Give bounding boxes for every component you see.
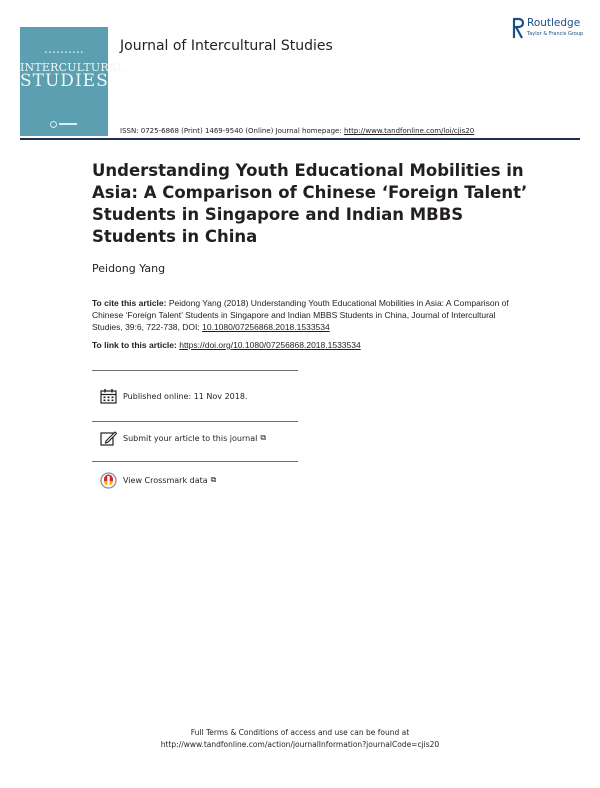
issn-text: ISSN: 0725-6868 (Print) 1469-9540 (Online) Journal homepage: <box>120 127 344 135</box>
publisher-subtitle: Taylor & Francis Group <box>527 31 584 37</box>
submit-article-row[interactable] <box>100 428 266 448</box>
submit-article-link[interactable]: Submit your article to this journal <box>123 433 258 443</box>
calendar-icon <box>100 388 117 404</box>
citation-block <box>92 297 512 333</box>
cover-title-line2: STUDIES <box>20 71 109 91</box>
journal-cover-image <box>20 27 125 136</box>
issn-line <box>120 127 474 135</box>
crossmark-row[interactable] <box>100 470 216 490</box>
divider-middle <box>92 421 298 422</box>
article-author: Peidong Yang <box>92 262 166 275</box>
cover-publisher-mark <box>50 121 78 127</box>
citation-doi-link[interactable]: 10.1080/07256868.2018.1533534 <box>202 322 330 332</box>
published-date: Published online: 11 Nov 2018. <box>123 391 248 401</box>
divider-top <box>92 370 298 371</box>
citation-label: To cite this article: <box>92 298 167 308</box>
link-label: To link to this article: <box>92 340 180 350</box>
article-title: Understanding Youth Educational Mobilities in Asia: A Comparison of Chinese ‘Foreign Talent’ Students in Singapore and Indian MBBS Students in China <box>92 161 528 246</box>
citation-text: Peidong Yang (2018) Understanding Youth Educational Mobilities in Asia: A Comparison of Chinese ‘Foreign Talent’ Students in Singapore and Indian MBBS Students in China, Journal of Intercultural Studies, 39:6, 722-738, DOI: <box>92 298 509 332</box>
published-row <box>100 386 247 406</box>
view-crossmark-link[interactable]: View Crossmark data <box>123 475 208 485</box>
crossmark-icon <box>100 472 117 489</box>
footer-terms-text: Full Terms & Conditions of access and use can be found at <box>190 728 410 737</box>
publisher-logo[interactable] <box>512 17 590 41</box>
header-divider <box>20 138 580 140</box>
article-doi-url[interactable]: https://doi.org/10.1080/07256868.2018.1533534 <box>179 340 361 350</box>
footer-terms-url[interactable]: http://www.tandfonline.com/action/journalInformation?journalCode=cjis20 <box>160 740 440 749</box>
external-link-icon: ⧉ <box>210 475 217 484</box>
cover-top-rule: ▪ ▪ ▪ ▪ ▪ ▪ ▪ ▪ ▪ ▪ <box>44 50 84 54</box>
journal-title[interactable]: Journal of Intercultural Studies <box>120 38 333 54</box>
divider-bottom <box>92 461 298 462</box>
footer <box>0 727 600 751</box>
external-link-icon: ⧉ <box>260 433 267 442</box>
journal-homepage-link[interactable]: http://www.tandfonline.com/loi/cjis20 <box>343 127 475 135</box>
cover-title-line1: INTERCULTURAL <box>20 61 125 74</box>
edit-pencil-icon <box>100 430 117 446</box>
routledge-r-icon <box>512 17 524 39</box>
publisher-name: Routledge <box>527 17 581 29</box>
article-link-line <box>92 340 361 350</box>
